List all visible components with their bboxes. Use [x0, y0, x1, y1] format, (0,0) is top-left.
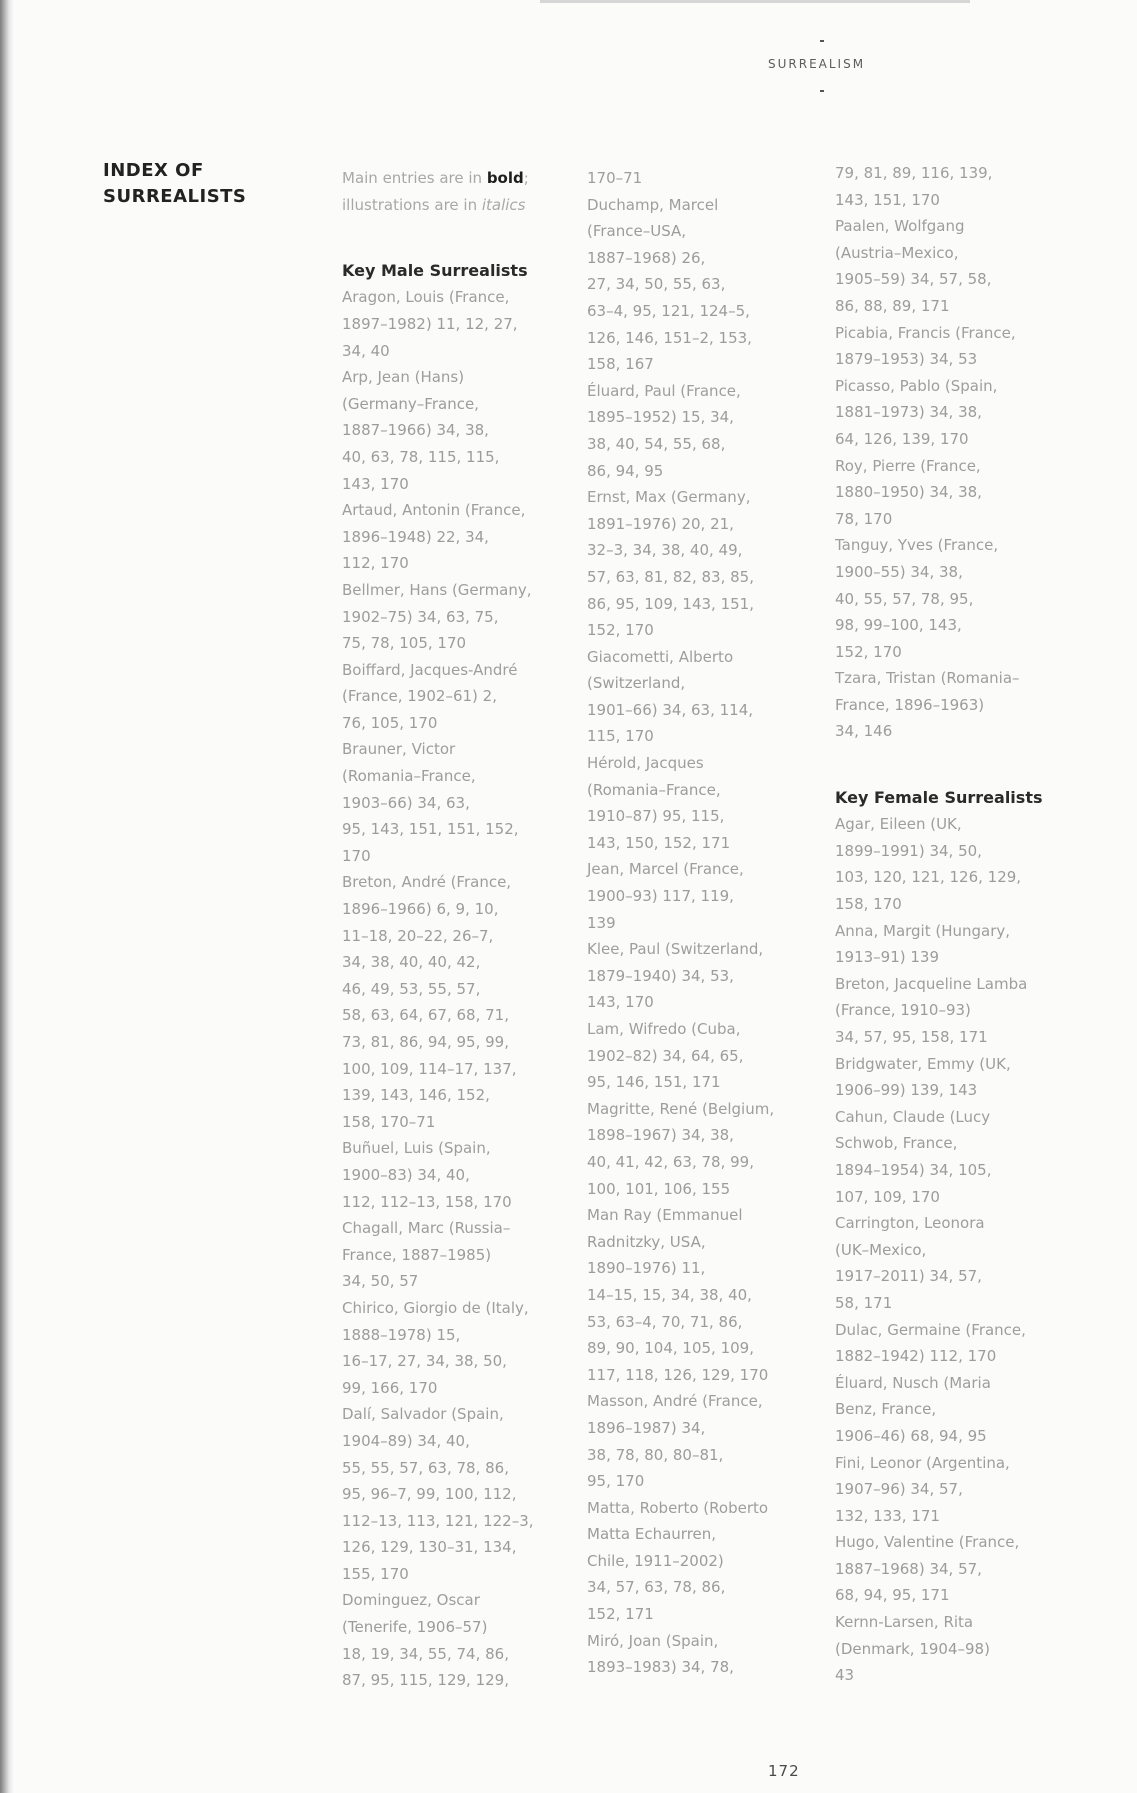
- index-entry-line: Breton, Jacqueline Lamba: [835, 974, 1028, 993]
- index-entry-line: Miró, Joan (Spain,: [587, 1631, 719, 1650]
- index-entry-line: 64, 126, 139, 170: [835, 429, 969, 448]
- index-entry-line: 34, 50, 57: [342, 1272, 419, 1291]
- index-entry-line: 1880–1950) 34, 38,: [835, 483, 982, 502]
- index-entry-line: 117, 118, 126, 129, 170: [587, 1365, 769, 1384]
- index-entry-line: 1896–1987) 34,: [587, 1418, 706, 1437]
- index-entry-line: 95, 143, 151, 151, 152,: [342, 820, 519, 839]
- index-entry-line: 34, 38, 40, 40, 42,: [342, 953, 481, 972]
- index-entry-line: 1907–96) 34, 57,: [835, 1480, 963, 1499]
- index-entry-line: 126, 129, 130–31, 134,: [342, 1538, 517, 1557]
- index-entry: [587, 1628, 802, 1681]
- index-entry: [587, 644, 802, 750]
- index-entry-line: 1887–1968) 26,: [587, 248, 706, 267]
- intro-line-2: [342, 192, 557, 219]
- index-entry: [835, 665, 1050, 745]
- index-entry: [835, 320, 1050, 373]
- section-title-line: INDEX OF: [103, 160, 204, 181]
- index-entry-line: Chile, 1911–2002): [587, 1551, 724, 1570]
- index-entry: [835, 971, 1050, 1051]
- index-entry-line: 139, 143, 146, 152,: [342, 1086, 490, 1105]
- index-entry-line: Fini, Leonor (Argentina,: [835, 1453, 1010, 1472]
- index-entry-line: 68, 94, 95, 171: [835, 1586, 950, 1605]
- index-entry-line: Hugo, Valentine (France,: [835, 1533, 1020, 1552]
- index-entry-line: 55, 55, 57, 63, 78, 86,: [342, 1458, 509, 1477]
- index-entry: [342, 736, 557, 869]
- index-entry-line: 1900–55) 34, 38,: [835, 562, 963, 581]
- index-entry-line: 46, 49, 53, 55, 57,: [342, 979, 481, 998]
- index-entry-line: (France, 1910–93): [835, 1001, 971, 1020]
- index-entry-line: (Austria–Mexico,: [835, 243, 959, 262]
- index-entry-line: 32–3, 34, 38, 40, 49,: [587, 541, 743, 560]
- index-entry-line: 100, 109, 114–17, 137,: [342, 1059, 517, 1078]
- index-entry-line: 76, 105, 170: [342, 713, 438, 732]
- index-entry-line: Ernst, Max (Germany,: [587, 488, 751, 507]
- index-entry-line: 1901–66) 34, 63, 114,: [587, 700, 754, 719]
- index-entry-line: Tzara, Tristan (Romania–: [835, 669, 1020, 688]
- index-entry-line: 73, 81, 86, 94, 95, 99,: [342, 1033, 509, 1051]
- index-entry-line: 170: [342, 846, 371, 865]
- heading-key-male-surrealists: Key Male Surrealists: [342, 260, 528, 280]
- index-entry-line: 115, 170: [587, 727, 654, 746]
- index-entry-line: 158, 170–71: [342, 1112, 436, 1131]
- index-entry-line: 1882–1942) 112, 170: [835, 1347, 997, 1366]
- male-entries-list: [342, 284, 557, 1693]
- index-entry: [835, 1051, 1050, 1104]
- index-entry-line: Dominguez, Oscar: [342, 1591, 480, 1610]
- index-entry: [835, 918, 1050, 971]
- index-entry-line: Schwob, France,: [835, 1134, 958, 1153]
- index-entry-line: 112, 170: [342, 554, 409, 573]
- index-entry-line: 18, 19, 34, 55, 74, 86,: [342, 1644, 509, 1663]
- index-entry: [342, 1295, 557, 1401]
- top-edge-line: [540, 0, 970, 3]
- index-entry-line: 1913–91) 139: [835, 948, 940, 967]
- index-entry-line: 143, 170: [587, 993, 654, 1012]
- index-entry: [587, 856, 802, 936]
- intro-text: ;: [523, 169, 529, 187]
- index-entry: [587, 1495, 802, 1628]
- index-entry-line: Tanguy, Yves (France,: [835, 536, 999, 555]
- book-spine-shadow: [0, 0, 14, 1793]
- index-entry: [587, 750, 802, 856]
- running-head-dash-top: [820, 40, 824, 42]
- index-entry-line: 1891–1976) 20, 21,: [587, 514, 734, 533]
- index-entry-line: 1903–66) 34, 63,: [342, 793, 470, 812]
- index-entry-line: 1879–1953) 34, 53: [835, 350, 978, 369]
- male-entries-list-continued: [587, 165, 802, 1681]
- index-entry-line: Boiffard, Jacques-André: [342, 660, 518, 679]
- index-entry-line: (Romania–France,: [587, 780, 721, 799]
- index-entry-line: Giacometti, Alberto: [587, 647, 734, 666]
- index-entry: [342, 869, 557, 1135]
- index-entry-line: 78, 170: [835, 509, 893, 528]
- index-entry-line: 155, 170: [342, 1564, 409, 1583]
- index-entry-line: Artaud, Antonin (France,: [342, 501, 526, 520]
- index-entry-line: 1899–1991) 34, 50,: [835, 841, 982, 860]
- index-entry-line: 1900–83) 34, 40,: [342, 1165, 470, 1184]
- index-entry-line: 1902–75) 34, 63, 75,: [342, 607, 499, 626]
- index-entry-line: 1887–1966) 34, 38,: [342, 421, 489, 440]
- index-entry-line: 1898–1967) 34, 38,: [587, 1126, 734, 1145]
- index-entry-line: Hérold, Jacques: [587, 754, 704, 773]
- index-entry-line: 40, 55, 57, 78, 95,: [835, 589, 974, 608]
- index-entry-line: 98, 99–100, 143,: [835, 616, 962, 635]
- index-entry-line: 1896–1966) 6, 9, 10,: [342, 900, 499, 919]
- index-entry-line: Bellmer, Hans (Germany,: [342, 580, 532, 599]
- index-entry-line: 34, 57, 95, 158, 171: [835, 1028, 988, 1046]
- index-entry-line: (Switzerland,: [587, 674, 686, 693]
- index-entry-line: 1887–1968) 34, 57,: [835, 1559, 982, 1578]
- index-entry-line: 107, 109, 170: [835, 1187, 940, 1206]
- index-entry-line: Magritte, René (Belgium,: [587, 1099, 775, 1118]
- index-entry-line: Bridgwater, Emmy (UK,: [835, 1054, 1011, 1073]
- index-entry-line: 158, 167: [587, 355, 654, 374]
- index-entry-line: Dalí, Salvador (Spain,: [342, 1405, 504, 1424]
- index-entry-line: Anna, Margit (Hungary,: [835, 921, 1011, 940]
- index-column-1: [342, 165, 557, 1694]
- index-entry-line: Roy, Pierre (France,: [835, 456, 981, 475]
- running-head: SURREALISM: [768, 57, 866, 71]
- index-entry-line: 86, 94, 95: [587, 461, 664, 480]
- index-entry: [342, 577, 557, 657]
- index-entry-line: Klee, Paul (Switzerland,: [587, 940, 764, 959]
- index-entry-line: 14–15, 15, 34, 38, 40,: [587, 1285, 752, 1304]
- index-entry: [587, 1202, 802, 1388]
- index-entry-line: 34, 40: [342, 341, 390, 360]
- index-entry-line: 58, 63, 64, 67, 68, 71,: [342, 1006, 509, 1025]
- index-entry-line: 40, 41, 42, 63, 78, 99,: [587, 1152, 754, 1171]
- index-entry: [342, 1135, 557, 1215]
- index-entry-line: 58, 171: [835, 1293, 893, 1312]
- index-entry-line: 57, 63, 81, 82, 83, 85,: [587, 567, 754, 586]
- index-entry-line: 126, 146, 151–2, 153,: [587, 328, 752, 347]
- index-entry-line: 152, 170: [835, 642, 902, 661]
- index-entry-line: France, 1896–1963): [835, 695, 985, 714]
- index-entry-line: 63–4, 95, 121, 124–5,: [587, 301, 750, 320]
- heading-key-female-surrealists: Key Female Surrealists: [835, 787, 1043, 807]
- index-entry-line: Agar, Eileen (UK,: [835, 815, 962, 834]
- index-entry-line: 86, 88, 89, 171: [835, 296, 950, 315]
- index-entry: [342, 1587, 557, 1693]
- index-entry-line: 1906–99) 139, 143: [835, 1081, 978, 1100]
- index-entry: [342, 657, 557, 737]
- index-entry-line: Matta, Roberto (Roberto: [587, 1498, 769, 1517]
- index-entry: [587, 1016, 802, 1096]
- index-entry-line: 27, 34, 50, 55, 63,: [587, 275, 726, 294]
- index-entry: [587, 1096, 802, 1202]
- index-entry-line: Man Ray (Emmanuel: [587, 1206, 743, 1225]
- index-entry-line: 1904–89) 34, 40,: [342, 1431, 470, 1450]
- index-entry-line: 132, 133, 171: [835, 1506, 940, 1525]
- index-entry-line: 1910–87) 95, 115,: [587, 807, 725, 826]
- index-entry-line: Lam, Wifredo (Cuba,: [587, 1020, 741, 1038]
- index-entry-line: 103, 120, 121, 126, 129,: [835, 868, 1022, 887]
- index-column-3: [835, 160, 1050, 1689]
- index-entry-line: 11–18, 20–22, 26–7,: [342, 926, 494, 945]
- index-entry-line: 1917–2011) 34, 57,: [835, 1267, 982, 1286]
- index-entry-line: Chagall, Marc (Russia–: [342, 1219, 511, 1238]
- index-entry-line: (France, 1902–61) 2,: [342, 687, 497, 706]
- index-entry-line: 143, 170: [342, 474, 409, 493]
- index-entry-line: 86, 95, 109, 143, 151,: [587, 594, 754, 613]
- index-entry: [587, 1388, 802, 1494]
- index-entry-line: Masson, André (France,: [587, 1392, 763, 1411]
- index-entry: [835, 1370, 1050, 1450]
- index-entry: [587, 192, 802, 378]
- index-entry: [835, 1210, 1050, 1316]
- index-entry-line: 1900–93) 117, 119,: [587, 887, 734, 906]
- index-entry-line: (France–USA,: [587, 222, 687, 241]
- index-entry-line: (Romania–France,: [342, 767, 476, 786]
- index-entry-line: 1879–1940) 34, 53,: [587, 966, 734, 985]
- index-entry-line: Cahun, Claude (Lucy: [835, 1107, 991, 1126]
- index-column-2: [587, 165, 802, 1681]
- page-number: 172: [768, 1762, 800, 1780]
- index-entry-line: 53, 63–4, 70, 71, 86,: [587, 1312, 743, 1331]
- index-entry-line: France, 1887–1985): [342, 1245, 492, 1264]
- index-entry: [835, 811, 1050, 917]
- index-entry-line: Picasso, Pablo (Spain,: [835, 376, 998, 395]
- index-entry: [342, 497, 557, 577]
- section-title-line: SURREALISTS: [103, 186, 247, 207]
- female-entries-list: [835, 811, 1050, 1689]
- index-entry-line: 152, 171: [587, 1605, 654, 1624]
- index-entry-line: Kernn-Larsen, Rita: [835, 1613, 974, 1632]
- index-entry: [587, 484, 802, 644]
- index-entry: [587, 936, 802, 1016]
- index-entry-line: Buñuel, Luis (Spain,: [342, 1139, 491, 1158]
- index-entry-line: Dulac, Germaine (France,: [835, 1320, 1026, 1339]
- index-entry: [342, 1401, 557, 1587]
- intro-text: Main entries are in: [342, 169, 487, 187]
- index-entry-line: 95, 146, 151, 171: [587, 1073, 721, 1092]
- index-entry-line: Duchamp, Marcel: [587, 195, 719, 214]
- spacer: [835, 745, 1050, 772]
- index-entry-line: 75, 78, 105, 170: [342, 634, 467, 653]
- index-entry-line: (UK–Mexico,: [835, 1240, 927, 1259]
- index-entry: [835, 1104, 1050, 1210]
- index-entry-line: (Germany–France,: [342, 394, 479, 413]
- index-entry: [835, 1317, 1050, 1370]
- index-entry: [835, 160, 1050, 213]
- index-entry-line: 34, 146: [835, 722, 893, 741]
- index-entry-line: 1902–82) 34, 64, 65,: [587, 1046, 744, 1065]
- index-entry-line: 143, 151, 170: [835, 190, 940, 209]
- index-entry-line: 1881–1973) 34, 38,: [835, 403, 982, 422]
- index-entry-line: 89, 90, 104, 105, 109,: [587, 1339, 754, 1358]
- index-entry: [587, 165, 802, 192]
- index-entry-line: 87, 95, 115, 129, 129,: [342, 1671, 509, 1690]
- index-entry-line: 1894–1954) 34, 105,: [835, 1160, 992, 1179]
- index-entry-line: 1888–1978) 15,: [342, 1325, 461, 1344]
- index-entry-line: 43: [835, 1666, 855, 1685]
- index-entry-line: 143, 150, 152, 171: [587, 833, 731, 852]
- section-title: [103, 158, 303, 210]
- index-entry-line: (Tenerife, 1906–57): [342, 1618, 488, 1637]
- index-entry-line: 100, 101, 106, 155: [587, 1179, 731, 1198]
- intro-line-1: [342, 165, 557, 192]
- running-head-dash-bottom: [820, 90, 824, 92]
- index-entry-line: 38, 78, 80, 80–81,: [587, 1445, 724, 1464]
- index-entry-line: Picabia, Francis (France,: [835, 323, 1016, 342]
- index-entry-line: Radnitzky, USA,: [587, 1232, 706, 1251]
- male-entries-list-continued: [835, 160, 1050, 745]
- index-entry-line: Paalen, Wolfgang: [835, 217, 965, 236]
- index-entry-line: Brauner, Victor: [342, 740, 456, 759]
- index-entry-line: 1896–1948) 22, 34,: [342, 527, 489, 546]
- spacer: [342, 218, 557, 245]
- index-entry-line: Jean, Marcel (France,: [587, 860, 744, 879]
- index-entry-line: 1905–59) 34, 57, 58,: [835, 270, 992, 289]
- index-entry: [835, 532, 1050, 665]
- index-entry-line: 38, 40, 54, 55, 68,: [587, 434, 726, 453]
- intro-bold-word: bold: [486, 169, 524, 187]
- index-entry-line: 16–17, 27, 34, 38, 50,: [342, 1352, 507, 1371]
- index-entry: [835, 1609, 1050, 1689]
- index-entry-line: 95, 96–7, 99, 100, 112,: [342, 1485, 517, 1504]
- index-entry-line: 158, 170: [835, 895, 902, 914]
- index-entry-line: 79, 81, 89, 116, 139,: [835, 164, 993, 182]
- index-entry-line: 1897–1982) 11, 12, 27,: [342, 314, 518, 333]
- index-entry: [835, 1529, 1050, 1609]
- index-entry: [835, 1450, 1050, 1530]
- index-entry-line: 152, 170: [587, 621, 654, 640]
- index-entry-line: Éluard, Paul (France,: [587, 381, 741, 400]
- index-entry: [342, 364, 557, 497]
- index-entry-line: (Denmark, 1904–98): [835, 1639, 990, 1658]
- index-entry: [342, 284, 557, 364]
- index-entry: [342, 1215, 557, 1295]
- index-entry-line: Matta Echaurren,: [587, 1525, 717, 1544]
- index-entry-line: Breton, André (France,: [342, 873, 512, 892]
- index-entry-line: 139: [587, 913, 616, 932]
- index-entry-line: 95, 170: [587, 1472, 645, 1491]
- index-entry-line: Arp, Jean (Hans): [342, 368, 465, 387]
- index-entry: [835, 373, 1050, 453]
- index-entry-line: Éluard, Nusch (Maria: [835, 1373, 991, 1392]
- index-entry-line: Carrington, Leonora: [835, 1214, 985, 1233]
- index-entry-line: 1895–1952) 15, 34,: [587, 408, 734, 427]
- index-entry: [835, 453, 1050, 533]
- index-entry-line: 34, 57, 63, 78, 86,: [587, 1578, 726, 1597]
- index-entry-line: 170–71: [587, 169, 643, 187]
- index-entry-line: 40, 63, 78, 115, 115,: [342, 447, 500, 466]
- index-entry-line: Benz, France,: [835, 1400, 937, 1419]
- index-entry-line: Aragon, Louis (France,: [342, 288, 510, 307]
- index-entry: [587, 378, 802, 484]
- index-entry-line: 112, 112–13, 158, 170: [342, 1192, 512, 1211]
- index-entry-line: Chirico, Giorgio de (Italy,: [342, 1298, 529, 1317]
- index-entry-line: 1890–1976) 11,: [587, 1259, 706, 1278]
- index-entry-line: 1906–46) 68, 94, 95: [835, 1426, 987, 1445]
- index-entry-line: 99, 166, 170: [342, 1378, 438, 1397]
- index-entry-line: 1893–1983) 34, 78,: [587, 1658, 734, 1677]
- index-entry-line: 112–13, 113, 121, 122–3,: [342, 1511, 534, 1530]
- intro-text: illustrations are in: [342, 195, 482, 214]
- index-entry: [835, 213, 1050, 319]
- intro-italic-word: italics: [481, 195, 526, 214]
